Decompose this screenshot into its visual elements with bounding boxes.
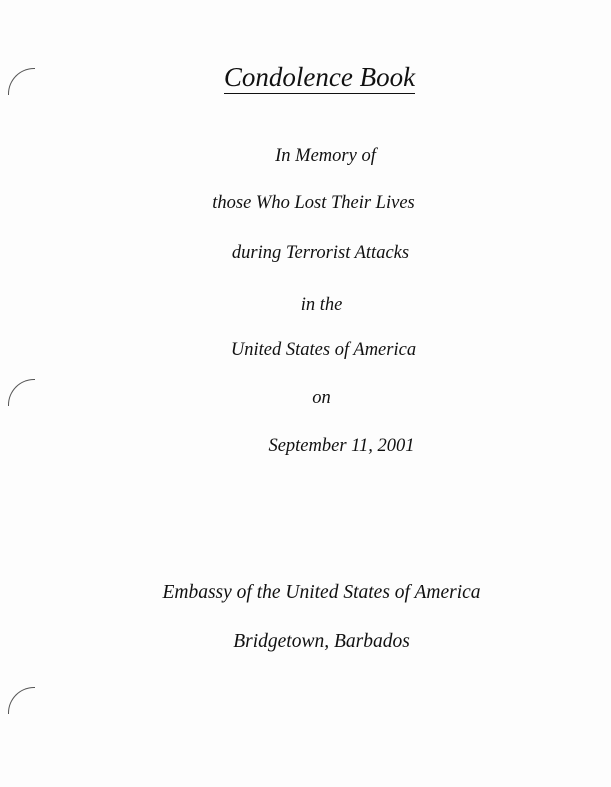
page-title-text: Condolence Book [223,62,416,92]
memorial-line-1: In Memory of [275,146,376,166]
memorial-line-5: United States of America [230,340,417,360]
punch-hole-mark [8,687,35,714]
page-title [14,62,611,93]
embassy-location: Bridgetown, Barbados [233,631,410,652]
memorial-line-4: in the [300,295,343,315]
memorial-line-2: those Who Lost Their Lives [212,193,415,213]
memorial-date: September 11, 2001 [268,436,415,456]
memorial-line-3: during Terrorist Attacks [231,243,410,263]
embassy-name: Embassy of the United States of America [162,582,481,603]
memorial-line-6: on [312,388,331,408]
